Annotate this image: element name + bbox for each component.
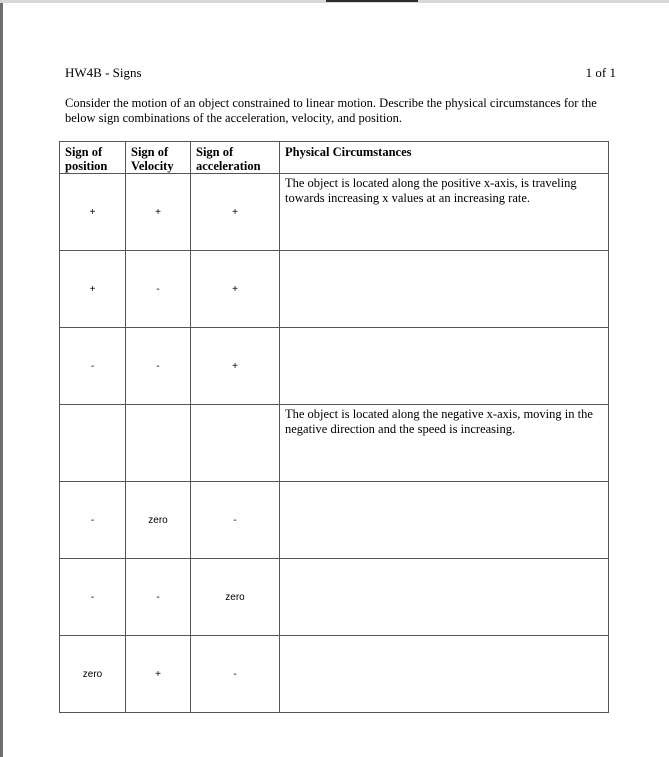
document-title: HW4B - Signs	[65, 65, 142, 80]
velocity-sign-cell: +	[126, 636, 191, 713]
physical-circumstances-cell[interactable]	[280, 559, 609, 636]
acceleration-sign-cell: -	[191, 636, 280, 713]
header-physical-circumstances	[280, 142, 609, 174]
position-sign-cell: -	[60, 559, 126, 636]
viewer-scroll-indicator	[326, 0, 418, 2]
table-row	[60, 636, 609, 713]
acceleration-sign-cell: -	[191, 482, 280, 559]
position-sign-cell: -	[60, 328, 126, 405]
physical-circumstances-cell[interactable]	[280, 482, 609, 559]
table-header-row	[60, 142, 609, 174]
physical-circumstances-cell: The object is located along the negative x-axis, moving in the negative direction and the speed is increasing.	[280, 405, 609, 482]
position-sign-cell: +	[60, 174, 126, 251]
acceleration-sign-cell: +	[191, 251, 280, 328]
header-line: Sign of	[131, 145, 169, 159]
page-indicator: 1 of 1	[585, 65, 616, 80]
header-line: Sign of	[196, 145, 234, 159]
position-sign-cell: zero	[60, 636, 126, 713]
position-sign-cell: -	[60, 482, 126, 559]
acceleration-sign-cell: +	[191, 174, 280, 251]
header-line: acceleration	[196, 159, 261, 173]
table-row	[60, 251, 609, 328]
acceleration-sign-cell: +	[191, 328, 280, 405]
acceleration-sign-cell: zero	[191, 559, 280, 636]
position-sign-cell[interactable]	[60, 405, 126, 482]
signs-table	[59, 141, 609, 713]
physical-circumstances-cell[interactable]	[280, 328, 609, 405]
instructions-text: Consider the motion of an object constrained to linear motion. Describe the physical circumstances for the below sign combinations of the acceleration, velocity, and position.	[65, 96, 597, 125]
velocity-sign-cell[interactable]	[126, 405, 191, 482]
physical-circumstances-cell[interactable]	[280, 636, 609, 713]
position-sign-cell: +	[60, 251, 126, 328]
velocity-sign-cell: zero	[126, 482, 191, 559]
header-sign-of-position	[60, 142, 126, 174]
header-line: Physical Circumstances	[285, 145, 412, 159]
physical-circumstances-cell[interactable]: The object is located along the positive x-axis, is traveling towards increasing x values at an increasing rate.	[280, 174, 609, 251]
header-line: Sign of	[65, 145, 103, 159]
header-sign-of-velocity	[126, 142, 191, 174]
velocity-sign-cell: +	[126, 174, 191, 251]
header-sign-of-acceleration	[191, 142, 280, 174]
velocity-sign-cell: -	[126, 559, 191, 636]
table-row	[60, 174, 609, 251]
table-row	[60, 328, 609, 405]
document-page	[3, 3, 669, 757]
table-row	[60, 482, 609, 559]
header-line: Velocity	[131, 159, 174, 173]
velocity-sign-cell: -	[126, 251, 191, 328]
physical-circumstances-cell[interactable]	[280, 251, 609, 328]
table-row	[60, 405, 609, 482]
table-row	[60, 559, 609, 636]
acceleration-sign-cell[interactable]	[191, 405, 280, 482]
header-line: position	[65, 159, 108, 173]
velocity-sign-cell: -	[126, 328, 191, 405]
